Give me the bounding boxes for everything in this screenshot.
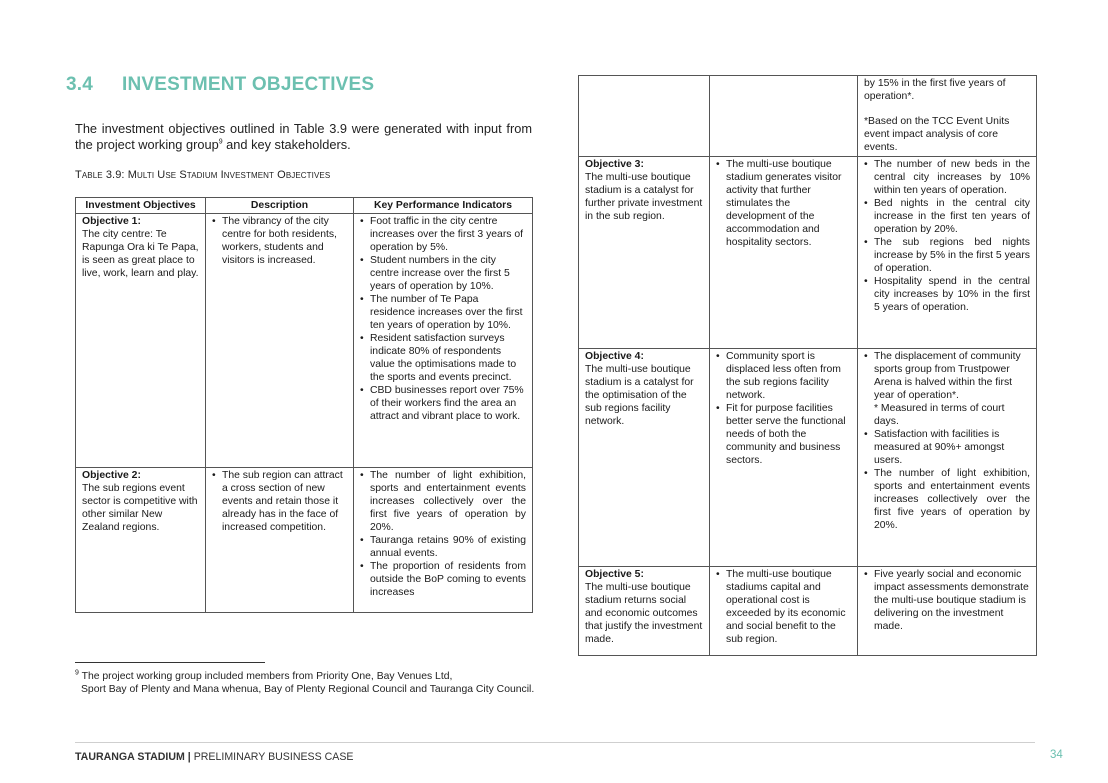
objective-cell (579, 567, 710, 656)
kpi-item: • Student numbers in the city centre increase over the first 5 years of operation by 10%. (360, 254, 526, 293)
header-kpis: Key Performance Indicators (354, 198, 533, 214)
kpi-item: • The number of Te Papa residence increases over the first ten years of operation by 10%. (360, 293, 526, 332)
description-cell (206, 468, 354, 613)
kpi-cell (858, 157, 1037, 349)
objective-text: The sub regions event sector is competitive with other similar New Zealand regions. (82, 483, 198, 533)
kpi-cell-continuation (858, 76, 1037, 157)
kpi-item: • Bed nights in the central city increase in the first ten years of operation by 20%. (864, 197, 1030, 236)
objective-cell (579, 157, 710, 349)
page-number: 34 (1050, 749, 1063, 761)
kpi-item: • Resident satisfaction surveys indicate 80% of respondents value the optimisations made to the sports and events precinct. (360, 332, 526, 384)
objective-text: The multi-use boutique stadium is a catalyst for further private investment in the sub region. (585, 172, 703, 222)
kpi-item: • Hospitality spend in the central city increases by 10% in the first 5 years of operation. (864, 275, 1030, 314)
objective-text: The multi-use boutique stadium returns social and economic outcomes that justify the investment made. (585, 582, 703, 645)
footnote-line2: Sport Bay of Plenty and Mana whenua, Bay of Plenty Regional Council and Tauranga City Council. (81, 684, 535, 695)
objectives-table-part1 (75, 197, 533, 613)
table-row (579, 349, 1037, 567)
section-number: 3.4 (66, 74, 94, 95)
section-title: INVESTMENT OBJECTIVES (122, 74, 375, 95)
objective-cell (76, 468, 206, 613)
kpi-item (864, 350, 1030, 428)
section-heading (66, 74, 374, 96)
intro-text: The investment objectives outlined in Table 3.9 were generated with input from the project working group (75, 121, 532, 152)
intro-text-end: and key stakeholders. (222, 137, 351, 152)
table-caption: Table 3.9: Multi Use Stadium Investment Objectives (75, 169, 331, 181)
objective-cell-empty (579, 76, 710, 157)
objectives-table-part2 (578, 75, 1037, 656)
footer-divider (75, 742, 1035, 743)
kpi-item: • Tauranga retains 90% of existing annual events. (360, 534, 526, 560)
kpi-item: • The number of new beds in the central city increases by 10% within ten years of operation. (864, 158, 1030, 197)
description-cell (206, 214, 354, 468)
objective-name: Objective 4: (585, 351, 644, 362)
kpi-continued-text: by 15% in the first five years of operation*. (864, 78, 1006, 102)
table-row-continuation (579, 76, 1037, 157)
header-investment-objectives: Investment Objectives (76, 198, 206, 214)
kpi-item: • The proportion of residents from outside the BoP coming to events increases (360, 560, 526, 599)
table-row (76, 468, 533, 613)
kpi-item: • CBD businesses report over 75% of their workers find the area an attract and vibrant place to work. (360, 384, 526, 423)
footnote-divider (75, 662, 265, 663)
table-header-row (76, 198, 533, 214)
kpi-cell (858, 567, 1037, 656)
intro-paragraph (75, 121, 532, 153)
objective-text: The multi-use boutique stadium is a catalyst for the optimisation of the sub regions facility network. (585, 364, 694, 427)
objective-cell (76, 214, 206, 468)
description-item: • The multi-use boutique stadium generates visitor activity that further stimulates the development of the accommodation and hospitality sectors. (716, 158, 851, 249)
footnote-number: 9 (75, 669, 79, 677)
kpi-item: • The number of light exhibition, sports and entertainment events increases collectively over the first five years of operation by 20%. (864, 467, 1030, 532)
description-cell (710, 157, 858, 349)
description-item: • The sub region can attract a cross section of new events and retain those it already has in the face of increased competition. (212, 469, 347, 534)
kpi-item: • The sub regions bed nights increase by 5% in the first 5 years of operation. (864, 236, 1030, 275)
objective-name: Objective 2: (82, 470, 141, 481)
footnote-ref[interactable]: 9 (218, 138, 223, 146)
kpi-item: • Five yearly social and economic impact assessments demonstrate the multi-use boutique stadium is delivering on the investment made. (864, 568, 1030, 633)
description-cell (710, 567, 858, 656)
footer-doc-title: TAURANGA STADIUM | (75, 751, 191, 763)
objective-name: Objective 1: (82, 216, 141, 227)
table-row (579, 567, 1037, 656)
kpi-item-text: The displacement of community sports group from Trustpower Arena is halved within the first year of operation*. (874, 351, 1021, 401)
description-item: • Fit for purpose facilities better serve the functional needs of both the community and business sectors. (716, 402, 851, 467)
kpi-item: • The number of light exhibition, sports and entertainment events increases collectively over the first five years of operation by 20%. (360, 469, 526, 534)
footnote-line1: The project working group included members from Priority One, Bay Venues Ltd, (81, 671, 453, 682)
table-row (579, 157, 1037, 349)
footer-title (75, 751, 353, 763)
objective-name: Objective 3: (585, 159, 644, 170)
footnote (75, 670, 535, 696)
table-row (76, 214, 533, 468)
description-cell-empty (710, 76, 858, 157)
kpi-cell (858, 349, 1037, 567)
header-description: Description (206, 198, 354, 214)
description-item: • The vibrancy of the city centre for both residents, workers, students and visitors is increased. (212, 215, 347, 267)
objective-cell (579, 349, 710, 567)
objective-name: Objective 5: (585, 569, 644, 580)
kpi-item: • Satisfaction with facilities is measured at 90%+ amongst users. (864, 428, 1030, 467)
kpi-cell (354, 468, 533, 613)
footer-doc-subtitle: PRELIMINARY BUSINESS CASE (190, 751, 354, 763)
kpi-footnote: * Measured in terms of court days. (874, 403, 1005, 427)
objective-text: The city centre: Te Rapunga Ora ki Te Papa, is seen as great place to live, work, learn and play. (82, 229, 199, 279)
kpi-note: *Based on the TCC Event Units event impact analysis of core events. (864, 116, 1010, 153)
description-item: • Community sport is displaced less often from the sub regions facility network. (716, 350, 851, 402)
kpi-cell (354, 214, 533, 468)
description-item: • The multi-use boutique stadiums capital and operational cost is exceeded by its economic and social benefit to the sub region. (716, 568, 851, 646)
kpi-item: • Foot traffic in the city centre increases over the first 3 years of operation by 5%. (360, 215, 526, 254)
description-cell (710, 349, 858, 567)
